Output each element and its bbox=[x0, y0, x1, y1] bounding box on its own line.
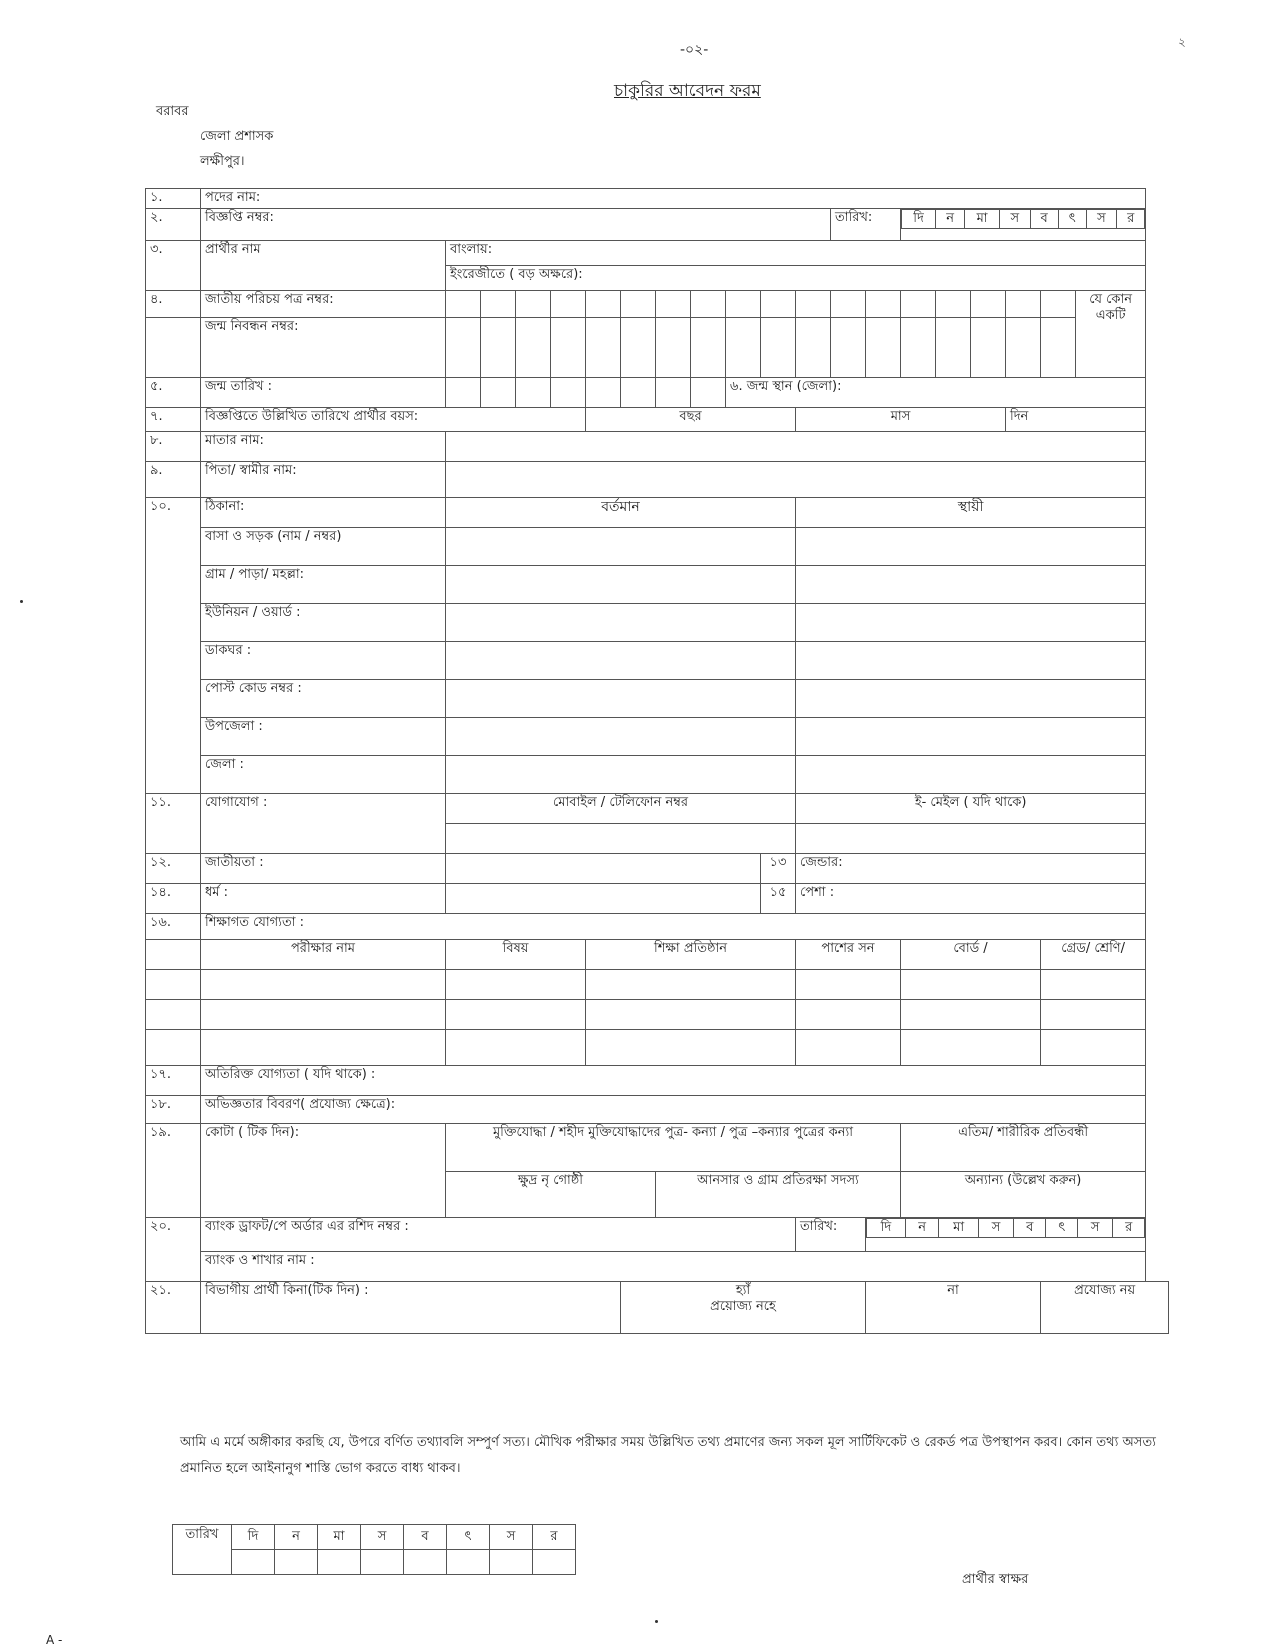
departmental-no-option[interactable]: না bbox=[866, 1282, 1041, 1334]
name-english-field[interactable] bbox=[446, 266, 1146, 291]
spacer-cell bbox=[146, 970, 201, 1000]
date-cell: স bbox=[490, 1525, 533, 1550]
id-digit-box[interactable] bbox=[901, 291, 936, 318]
row-number: ৫. bbox=[146, 378, 201, 408]
address-field-label: ইউনিয়ন / ওয়ার্ড : bbox=[201, 604, 446, 642]
present-address-input[interactable] bbox=[446, 566, 796, 604]
row-number: ২. bbox=[146, 209, 201, 241]
row-number: ১২. bbox=[146, 854, 201, 884]
salutation: বরাবর bbox=[156, 104, 189, 119]
father-name-label: পিতা/ স্বামীর নাম: bbox=[201, 462, 446, 498]
id-digit-box[interactable] bbox=[621, 291, 656, 318]
row-number: ১৩ bbox=[761, 854, 796, 884]
education-cell[interactable] bbox=[901, 1030, 1041, 1066]
scan-dot bbox=[20, 600, 23, 603]
present-address-input[interactable] bbox=[446, 718, 796, 756]
date-cell[interactable]: স bbox=[1086, 210, 1117, 229]
date-cell[interactable]: মা bbox=[965, 210, 1000, 229]
recipient-place: লক্ষীপুর। bbox=[200, 154, 245, 169]
birth-registration-label: জন্ম নিবন্ধন নম্বর: bbox=[201, 318, 446, 378]
date-cell: র bbox=[533, 1525, 576, 1550]
birth-date-box[interactable] bbox=[691, 378, 726, 408]
education-cell[interactable] bbox=[201, 1000, 446, 1030]
date-cell[interactable]: ৎ bbox=[1046, 1219, 1078, 1238]
address-field-label: বাসা ও সড়ক (নাম / নম্বর) bbox=[201, 528, 446, 566]
education-cell[interactable] bbox=[446, 1000, 586, 1030]
religion-label: ধর্ম : bbox=[201, 884, 446, 914]
date-grid bbox=[901, 209, 1145, 229]
birth-place-field[interactable] bbox=[726, 378, 1146, 408]
birth-date-box[interactable] bbox=[446, 378, 481, 408]
mother-name-field[interactable] bbox=[446, 432, 1146, 462]
education-cell[interactable] bbox=[586, 1030, 796, 1066]
religion-field[interactable] bbox=[446, 884, 761, 914]
permanent-address-input[interactable] bbox=[796, 756, 1146, 794]
id-digit-box[interactable] bbox=[1006, 318, 1041, 378]
quota-orphan-disabled[interactable]: এতিম/ শারীরিক প্রতিবন্ধী bbox=[901, 1124, 1146, 1172]
education-cell[interactable] bbox=[201, 970, 446, 1000]
date-cell[interactable]: দি bbox=[867, 1219, 906, 1238]
id-digit-box[interactable] bbox=[936, 291, 971, 318]
name-bangla-field[interactable] bbox=[446, 241, 1146, 266]
education-cell[interactable] bbox=[446, 1030, 586, 1066]
scan-dot bbox=[655, 1620, 658, 1623]
id-digit-box[interactable] bbox=[831, 318, 866, 378]
date-cell[interactable]: দি bbox=[902, 210, 936, 229]
permanent-address-input[interactable] bbox=[796, 718, 1146, 756]
education-col-subject: বিষয় bbox=[446, 940, 586, 970]
date-cell[interactable]: র bbox=[1117, 210, 1145, 229]
name-english-label: ইংরেজীতে ( বড় অক্ষরে): bbox=[450, 267, 583, 282]
date-cell[interactable]: ব bbox=[1030, 210, 1058, 229]
id-digit-box[interactable] bbox=[691, 318, 726, 378]
declaration-text: আমি এ মর্মে অঙ্গীকার করছি যে, উপরে বর্ণিত তথ্যাবলি সম্পুর্ণ সত্য। মৌখিক পরীক্ষার সময় উল্লিখিত তথ্য প্রমাণের জন্য সকল মূল সার্টিফিকেট ও রেকর্ড পত্র উপস্থাপন করব। কোন তথ্য অসত্য প্রমানিত হলে আইনানুগ শাস্তি ভোগ করতে বাধ্য থাকব। bbox=[180, 1435, 1156, 1476]
present-address-input[interactable] bbox=[446, 604, 796, 642]
present-address-input[interactable] bbox=[446, 528, 796, 566]
experience-label: অভিজ্ঞতার বিবরণ( প্রযোজ্য ক্ষেত্রে): bbox=[205, 1097, 396, 1112]
gender-label: জেন্ডার: bbox=[800, 855, 843, 870]
birth-place-label: ৬. জন্ম স্থান (জেলা): bbox=[730, 379, 842, 394]
date-grid bbox=[866, 1218, 1145, 1238]
id-digit-box[interactable] bbox=[446, 291, 481, 318]
date-cell[interactable]: ব bbox=[1014, 1219, 1046, 1238]
id-digit-box[interactable] bbox=[516, 291, 551, 318]
page-number: -০২- bbox=[680, 42, 709, 58]
email-label: ই- মেইল ( যদি থাকে) bbox=[796, 794, 1146, 824]
bank-branch-field[interactable] bbox=[201, 1252, 1146, 1282]
id-digit-box[interactable] bbox=[971, 291, 1006, 318]
date-cell[interactable]: ন bbox=[936, 210, 965, 229]
bank-date-boxes[interactable] bbox=[866, 1218, 1146, 1252]
candidate-name-label: প্রার্থীর নাম bbox=[201, 241, 446, 291]
row-number: ২০. bbox=[146, 1218, 201, 1282]
birth-date-box[interactable] bbox=[481, 378, 516, 408]
education-col-board: বোর্ড / bbox=[901, 940, 1041, 970]
education-cell[interactable] bbox=[201, 1030, 446, 1066]
father-name-field[interactable] bbox=[446, 462, 1146, 498]
departmental-yes-option[interactable] bbox=[621, 1282, 866, 1334]
extra-qualification-field[interactable] bbox=[201, 1066, 1146, 1096]
education-label: শিক্ষাগত যোগ্যতা : bbox=[201, 914, 1146, 940]
quota-ansar[interactable]: আনসার ও গ্রাম প্রতিরক্ষা সদস্য bbox=[656, 1172, 901, 1218]
id-digit-box[interactable] bbox=[446, 318, 481, 378]
id-digit-box[interactable] bbox=[726, 318, 761, 378]
quota-ethnic[interactable]: ক্ষুদ্র নৃ গোষ্ঠী bbox=[446, 1172, 656, 1218]
mobile-label: মোবাইল / টেলিফোন নম্বর bbox=[446, 794, 796, 824]
birth-date-label: জন্ম তারিখ : bbox=[201, 378, 446, 408]
bank-branch-label: ব্যাংক ও শাখার নাম : bbox=[205, 1253, 315, 1268]
id-digit-box[interactable] bbox=[621, 318, 656, 378]
id-digit-box[interactable] bbox=[1006, 291, 1041, 318]
quota-other[interactable]: অন্যান্য (উল্লেখ করুন) bbox=[901, 1172, 1146, 1218]
departmental-na-option[interactable]: প্রযোজ্য নয় bbox=[1041, 1282, 1169, 1334]
date-cell: মা bbox=[318, 1525, 361, 1550]
date-cell[interactable]: স bbox=[999, 210, 1030, 229]
notice-number-field[interactable] bbox=[201, 209, 831, 241]
id-digit-box[interactable] bbox=[691, 291, 726, 318]
address-label: ঠিকানা: bbox=[201, 498, 446, 528]
spacer-cell bbox=[146, 1030, 201, 1066]
id-digit-box[interactable] bbox=[1041, 318, 1076, 378]
address-field-label: উপজেলা : bbox=[201, 718, 446, 756]
id-digit-box[interactable] bbox=[866, 318, 901, 378]
id-digit-box[interactable] bbox=[551, 318, 586, 378]
birth-date-box[interactable] bbox=[516, 378, 551, 408]
date-cell: দি bbox=[232, 1525, 275, 1550]
row-number: ৮. bbox=[146, 432, 201, 462]
birth-date-box[interactable] bbox=[656, 378, 691, 408]
date-entry-box[interactable] bbox=[447, 1550, 490, 1575]
date-entry-box[interactable] bbox=[232, 1550, 275, 1575]
row-number: ১৬. bbox=[146, 914, 201, 940]
date-cell: স bbox=[361, 1525, 404, 1550]
address-field-label: ডাকঘর : bbox=[201, 642, 446, 680]
row-number: ১৮. bbox=[146, 1096, 201, 1124]
id-digit-box[interactable] bbox=[761, 318, 796, 378]
permanent-address-input[interactable] bbox=[796, 642, 1146, 680]
id-digit-box[interactable] bbox=[586, 291, 621, 318]
permanent-address-input[interactable] bbox=[796, 680, 1146, 718]
id-digit-box[interactable] bbox=[796, 291, 831, 318]
education-cell[interactable] bbox=[901, 970, 1041, 1000]
notice-number-label: বিজ্ঞপ্তি নম্বর: bbox=[205, 210, 274, 225]
id-digit-box[interactable] bbox=[656, 291, 691, 318]
quota-label: কোটা ( টিক দিন): bbox=[201, 1124, 446, 1218]
row-number bbox=[146, 318, 201, 378]
name-bangla-label: বাংলায়: bbox=[450, 242, 493, 257]
mobile-field[interactable] bbox=[446, 824, 796, 854]
present-address-input[interactable] bbox=[446, 756, 796, 794]
nationality-field[interactable] bbox=[446, 854, 761, 884]
present-address-input[interactable] bbox=[446, 642, 796, 680]
mother-name-label: মাতার নাম: bbox=[201, 432, 446, 462]
birth-date-box[interactable] bbox=[586, 378, 621, 408]
education-col-year: পাশের সন bbox=[796, 940, 901, 970]
id-digit-box[interactable] bbox=[551, 291, 586, 318]
date-cell: ৎ bbox=[447, 1525, 490, 1550]
age-months[interactable]: মাস bbox=[796, 408, 1006, 432]
address-field-label: গ্রাম / পাড়া/ মহল্লা: bbox=[201, 566, 446, 604]
id-digit-box[interactable] bbox=[516, 318, 551, 378]
id-digit-box[interactable] bbox=[971, 318, 1006, 378]
spacer-cell bbox=[146, 940, 201, 970]
id-digit-box[interactable] bbox=[481, 318, 516, 378]
education-cell[interactable] bbox=[1041, 1000, 1146, 1030]
education-cell[interactable] bbox=[796, 1030, 901, 1066]
gender-field[interactable] bbox=[796, 854, 1146, 884]
education-cell[interactable] bbox=[796, 970, 901, 1000]
id-digit-box[interactable] bbox=[586, 318, 621, 378]
permanent-address-input[interactable] bbox=[796, 528, 1146, 566]
education-cell[interactable] bbox=[586, 1000, 796, 1030]
birth-date-box[interactable] bbox=[551, 378, 586, 408]
any-one-note: যে কোন একটি bbox=[1076, 291, 1146, 378]
row-number: ১১. bbox=[146, 794, 201, 854]
age-days[interactable]: দিন bbox=[1006, 408, 1146, 432]
date-entry-box[interactable] bbox=[275, 1550, 318, 1575]
corner-mark: ২ bbox=[1178, 35, 1186, 49]
option-yes: হ্যাঁ bbox=[735, 1283, 751, 1298]
id-digit-box[interactable] bbox=[936, 318, 971, 378]
date-entry-box[interactable] bbox=[318, 1550, 361, 1575]
notice-date-boxes[interactable] bbox=[901, 209, 1146, 241]
occupation-label: পেশা : bbox=[800, 885, 835, 900]
education-col-grade: গ্রেড/ শ্রেণি/ bbox=[1041, 940, 1146, 970]
education-cell[interactable] bbox=[1041, 970, 1146, 1000]
date-entry-box[interactable] bbox=[533, 1550, 576, 1575]
date-cell[interactable]: স bbox=[979, 1219, 1014, 1238]
education-cell[interactable] bbox=[446, 970, 586, 1000]
date-entry-box[interactable] bbox=[361, 1550, 404, 1575]
row-number: ২১. bbox=[146, 1282, 201, 1334]
extra-qualification-label: অতিরিক্ত যোগ্যতা ( যদি থাকে) : bbox=[205, 1067, 376, 1082]
address-field-label: পোস্ট কোড নম্বর : bbox=[201, 680, 446, 718]
form-title: চাকুরির আবেদন ফরম bbox=[614, 81, 761, 101]
present-address-input[interactable] bbox=[446, 680, 796, 718]
option-not-applicable: প্রয়োজ্য নহে bbox=[710, 1299, 776, 1314]
education-col-exam: পরীক্ষার নাম bbox=[201, 940, 446, 970]
row-number: ১. bbox=[146, 189, 201, 209]
date-cell[interactable]: র bbox=[1113, 1219, 1145, 1238]
bank-draft-field[interactable] bbox=[201, 1218, 796, 1252]
row-number: ১৭. bbox=[146, 1066, 201, 1096]
row-number: ১৪. bbox=[146, 884, 201, 914]
id-digit-box[interactable] bbox=[656, 318, 691, 378]
date-cell[interactable]: স bbox=[1078, 1219, 1113, 1238]
contact-label: যোগাযোগ : bbox=[201, 794, 446, 854]
departmental-label: বিভাগীয় প্রার্থী কিনা(টিক দিন) : bbox=[201, 1282, 621, 1334]
row-number: ৪. bbox=[146, 291, 201, 318]
address-field-label: জেলা : bbox=[201, 756, 446, 794]
notice-date-label: তারিখ: bbox=[831, 209, 901, 241]
permanent-address-input[interactable] bbox=[796, 566, 1146, 604]
experience-field[interactable] bbox=[201, 1096, 1146, 1124]
scan-mark: A - bbox=[46, 1633, 63, 1647]
education-col-institute: শিক্ষা প্রতিষ্ঠান bbox=[586, 940, 796, 970]
row-number: ৯. bbox=[146, 462, 201, 498]
nid-label: জাতীয় পরিচয় পত্র নম্বর: bbox=[201, 291, 446, 318]
education-cell[interactable] bbox=[586, 970, 796, 1000]
date-cell[interactable]: ৎ bbox=[1058, 210, 1086, 229]
education-cell[interactable] bbox=[796, 1000, 901, 1030]
row-number: ৩. bbox=[146, 241, 201, 291]
id-digit-box[interactable] bbox=[761, 291, 796, 318]
row-number: ১৯. bbox=[146, 1124, 201, 1218]
id-digit-box[interactable] bbox=[796, 318, 831, 378]
id-digit-box[interactable] bbox=[481, 291, 516, 318]
birth-date-box[interactable] bbox=[621, 378, 656, 408]
age-label: বিজ্ঞপ্তিতে উল্লিখিত তারিখে প্রার্থীর বয়স: bbox=[201, 408, 586, 432]
education-cell[interactable] bbox=[901, 1000, 1041, 1030]
quota-freedom-fighter[interactable]: মুক্তিযোদ্ধা / শহীদ মুক্তিযোদ্ধাদের পুত্র- কন্যা / পুত্র –কন্যার পুত্রের কন্যা bbox=[446, 1124, 901, 1172]
post-name-label: পদের নাম: bbox=[205, 190, 261, 205]
id-digit-box[interactable] bbox=[901, 318, 936, 378]
date-cell[interactable]: ন bbox=[905, 1219, 938, 1238]
spacer-cell bbox=[146, 1000, 201, 1030]
occupation-field[interactable] bbox=[796, 884, 1146, 914]
id-digit-box[interactable] bbox=[866, 291, 901, 318]
age-years[interactable]: বছর bbox=[586, 408, 796, 432]
id-digit-box[interactable] bbox=[831, 291, 866, 318]
education-cell[interactable] bbox=[1041, 1030, 1146, 1066]
footer-date-label: তারিখ bbox=[173, 1525, 232, 1575]
nationality-label: জাতীয়তা : bbox=[201, 854, 446, 884]
row-number: ১০. bbox=[146, 498, 201, 794]
date-cell[interactable]: মা bbox=[939, 1219, 979, 1238]
date-cell: ন bbox=[275, 1525, 318, 1550]
id-digit-box[interactable] bbox=[726, 291, 761, 318]
bank-date-label: তারিখ: bbox=[796, 1218, 866, 1252]
footer-date-table bbox=[172, 1524, 576, 1575]
permanent-address-input[interactable] bbox=[796, 604, 1146, 642]
id-digit-box[interactable] bbox=[1041, 291, 1076, 318]
date-cell: ব bbox=[404, 1525, 447, 1550]
application-form bbox=[145, 188, 1169, 1334]
recipient: জেলা প্রশাসক bbox=[200, 129, 274, 144]
present-address-header: বর্তমান bbox=[446, 498, 796, 528]
bank-draft-label: ব্যাংক ড্রাফট/পে অর্ডার এর রশিদ নম্বর : bbox=[205, 1219, 409, 1234]
date-entry-box[interactable] bbox=[490, 1550, 533, 1575]
row-number: ১৫ bbox=[761, 884, 796, 914]
row-number: ৭. bbox=[146, 408, 201, 432]
permanent-address-header: স্থায়ী bbox=[796, 498, 1146, 528]
date-entry-box[interactable] bbox=[404, 1550, 447, 1575]
post-name-field[interactable] bbox=[201, 189, 1146, 209]
email-field[interactable] bbox=[796, 824, 1146, 854]
candidate-signature: প্রার্থীর স্বাক্ষর bbox=[962, 1572, 1029, 1587]
